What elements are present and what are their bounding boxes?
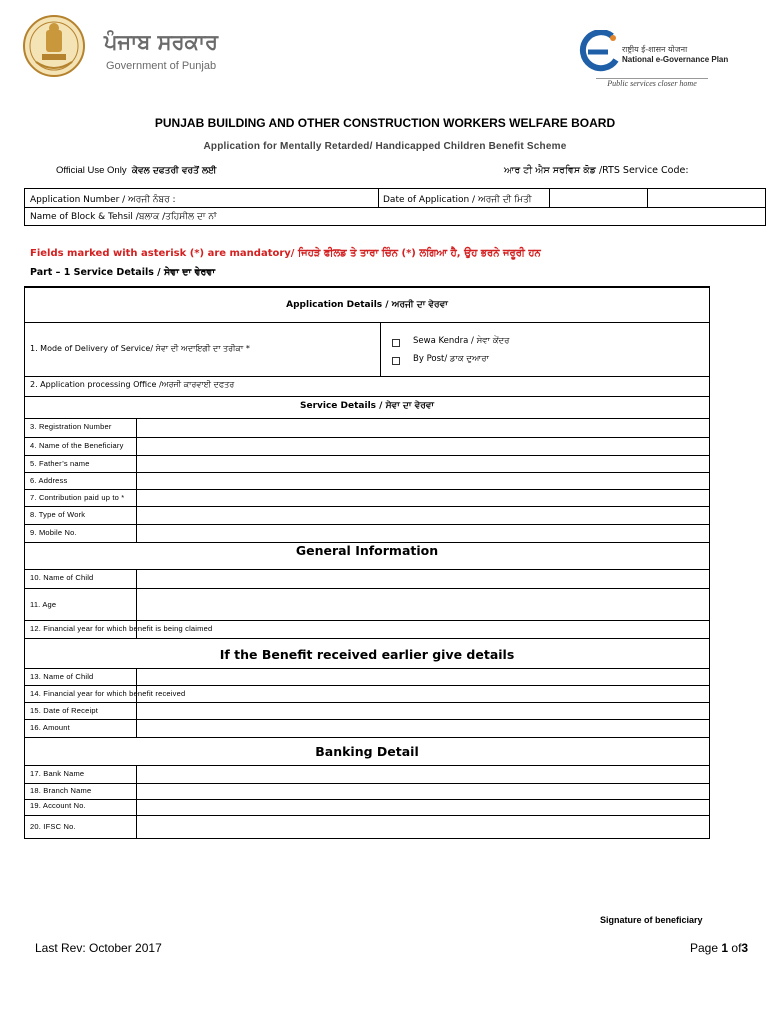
application-number-field[interactable]: Application Number / ਅਰਜੀ ਨੰਬਰ : <box>30 195 176 205</box>
mode-of-delivery-label: 1. Mode of Delivery of Service/ ਸੇਵਾ ਦੀ ਅਦਾਇਗੀ ਦਾ ਤਰੀਕਾ * <box>30 344 250 353</box>
general-information-heading: General Information <box>295 543 439 558</box>
benefit-earlier-heading: If the Benefit received earlier give details <box>219 647 515 662</box>
sewa-kendra-option: Sewa Kendra / ਸੇਵਾ ਕੇਂਦਰ <box>413 336 510 346</box>
page-prefix: Page <box>690 941 719 955</box>
official-use-en: Official Use Only <box>56 165 127 176</box>
bank-name-label: 17. Bank Name <box>30 769 85 778</box>
punjab-sarkar-title: ਪੰਜਾਬ ਸਰਕਾਰ <box>104 30 219 54</box>
official-use-label <box>56 165 216 176</box>
sewa-kendra-checkbox[interactable] <box>392 339 400 347</box>
page-current: 1 <box>721 941 729 955</box>
financial-year-claimed-label: 12. Financial year for which benefit is being claimed <box>30 624 213 633</box>
egov-hindi-label: राष्ट्रीय ई-शासन योजना <box>622 45 688 54</box>
egov-tagline: Public services closer home <box>596 78 708 91</box>
ifsc-label: 20. IFSC No. <box>30 822 76 831</box>
page-total: 3 <box>741 941 749 955</box>
registration-number-label: 3. Registration Number <box>30 422 112 431</box>
last-revision: Last Rev: October 2017 <box>35 941 162 955</box>
banking-detail-heading: Banking Detail <box>315 744 419 759</box>
by-post-option: By Post/ ਡਾਕ ਦੁਆਰਾ <box>413 354 489 364</box>
contribution-label: 7. Contribution paid up to * <box>30 493 125 502</box>
father-name-label: 5. Father’s name <box>30 459 90 468</box>
egov-logo-icon <box>578 30 620 72</box>
amount-label: 16. Amount <box>30 723 70 732</box>
by-post-checkbox[interactable] <box>392 357 400 365</box>
rts-service-code: ਆਰ ਟੀ ਐਸ ਸਰਵਿਸ ਕੋਡ /RTS Service Code: <box>504 165 689 176</box>
page-number <box>690 941 748 955</box>
scheme-title: Application for Mentally Retarded/ Handicapped Children Benefit Scheme <box>203 141 567 152</box>
mobile-label: 9. Mobile No. <box>30 528 77 537</box>
signature-label: Signature of beneficiary <box>600 915 703 925</box>
government-of-punjab-label: Government of Punjab <box>106 60 217 72</box>
beneficiary-name-label: 4. Name of the Beneficiary <box>30 441 124 450</box>
service-details-heading: Service Details / ਸੇਵਾ ਦਾ ਵੇਰਵਾ <box>299 401 434 411</box>
age-label: 11. Age <box>30 600 57 609</box>
earlier-child-name-label: 13. Name of Child <box>30 672 94 681</box>
mandatory-note: Fields marked with asterisk (*) are mandatory/ ਜਿਹੜੇ ਫੀਲਡ ਤੇ ਤਾਰਾ ਚਿੰਨ (*) ਲਗਿਆ ਹੈ, ਉਹ ਭਰਨੇ ਜਰੂਰੀ ਹਨ <box>30 248 541 259</box>
date-of-application-field[interactable]: Date of Application / ਅਰਜੀ ਦੀ ਮਿਤੀ <box>383 195 532 205</box>
egov-english-label: National e-Governance Plan <box>622 55 729 64</box>
account-number-label: 19. Account No. <box>30 801 86 810</box>
block-tehsil-field[interactable]: Name of Block & Tehsil /ਬਲਾਕ /ਤਹਿਸੀਲ ਦਾ ਨਾਂ <box>30 212 217 222</box>
punjab-emblem-icon <box>22 14 86 78</box>
part-title: Part – 1 Service Details / ਸੇਵਾ ਦਾ ਵੇਰਵਾ <box>30 267 216 278</box>
application-details-heading: Application Details / ਅਰਜੀ ਦਾ ਵੇਰਵਾ <box>286 300 448 310</box>
child-name-label: 10. Name of Child <box>30 573 94 582</box>
official-use-pa: ਕੇਵਲ ਦਫਤਰੀ ਵਰਤੋਂ ਲਈ <box>131 166 217 176</box>
page-of: of <box>731 941 742 955</box>
processing-office-label: 2. Application processing Office /ਅਰਜੀ ਕਾਰਵਾਈ ਦਫਤਰ <box>30 380 235 389</box>
type-of-work-label: 8. Type of Work <box>30 510 86 519</box>
board-title: PUNJAB BUILDING AND OTHER CONSTRUCTION WORKERS WELFARE BOARD <box>154 116 616 130</box>
financial-year-received-label: 14. Financial year for which benefit received <box>30 689 186 698</box>
branch-name-label: 18. Branch Name <box>30 786 92 795</box>
address-label: 6. Address <box>30 476 68 485</box>
date-of-receipt-label: 15. Date of Receipt <box>30 706 99 715</box>
